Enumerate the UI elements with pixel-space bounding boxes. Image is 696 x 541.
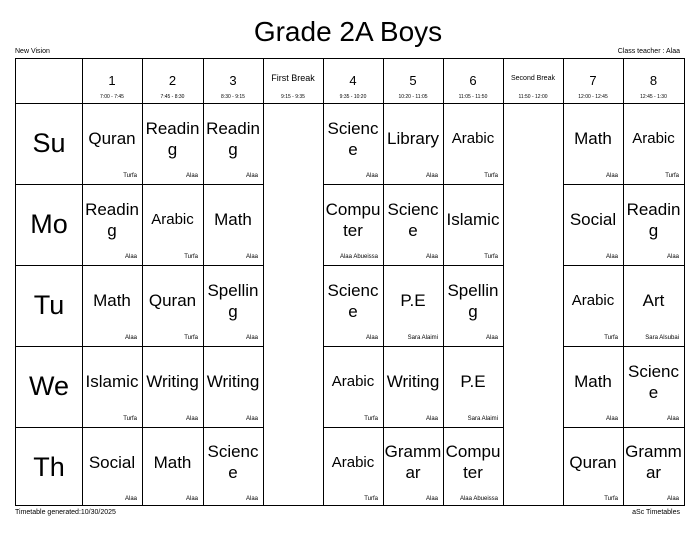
lesson-cell [82, 184, 142, 265]
lesson-cell [142, 265, 203, 346]
lesson-teacher: Alaa [425, 254, 438, 260]
lesson-subject: Science [327, 118, 379, 159]
lesson-subject: Arabic [331, 453, 375, 471]
lesson-teacher: Alaa [605, 254, 618, 260]
lesson-subject: Arabic [451, 130, 495, 147]
lesson-teacher: Alaa [185, 496, 198, 502]
lesson-teacher: Alaa [185, 173, 198, 179]
period-label: 6 [469, 73, 477, 88]
lesson-subject: Islamic [85, 372, 139, 391]
lesson-cell [623, 427, 684, 507]
lesson-teacher: Turfa [484, 254, 498, 260]
lesson-teacher: Turfa [184, 335, 198, 341]
lesson-cell [443, 346, 503, 427]
lesson-cell [203, 184, 263, 265]
day-label: Su [32, 128, 66, 158]
lesson-teacher: Alaa [124, 335, 137, 341]
lesson-subject: Arabic [151, 211, 194, 228]
period-time: 12:45 - 1:30 [640, 94, 667, 100]
lesson-teacher: Alaa [666, 496, 679, 502]
lesson-teacher: Alaa Abueissa [459, 496, 498, 502]
lesson-teacher: Alaa [245, 416, 258, 422]
lesson-cell [82, 265, 142, 346]
period-header [443, 59, 503, 103]
day-label: Th [33, 452, 65, 482]
lesson-subject: Arabic [571, 292, 615, 309]
day-label: Mo [30, 209, 68, 239]
lesson-teacher: Alaa [124, 496, 137, 502]
lesson-subject: Science [207, 442, 259, 482]
lesson-cell [563, 184, 623, 265]
period-header [323, 59, 383, 103]
lesson-cell [323, 427, 383, 507]
lesson-subject: Social [88, 452, 136, 472]
grid-vline [263, 59, 264, 505]
lesson-teacher: Alaa Abueissa [339, 254, 378, 260]
lesson-subject: Art [642, 291, 665, 310]
lesson-cell [443, 103, 503, 184]
lesson-subject: Science [387, 199, 439, 240]
lesson-teacher: Sara Alaimi [407, 335, 438, 341]
period-time: 7:00 - 7:45 [100, 94, 124, 100]
period-header [623, 59, 684, 103]
lesson-teacher: Alaa [605, 416, 618, 422]
lesson-teacher: Alaa [425, 496, 438, 502]
lesson-cell [82, 103, 142, 184]
lesson-cell [323, 346, 383, 427]
period-label: Second Break [511, 75, 555, 82]
lesson-teacher: Alaa [425, 416, 438, 422]
lesson-subject: Quran [88, 129, 136, 148]
lesson-cell [563, 265, 623, 346]
lesson-cell [142, 427, 203, 507]
lesson-cell [623, 103, 684, 184]
lesson-cell [203, 427, 263, 507]
lesson-cell [203, 103, 263, 184]
lesson-cell [443, 184, 503, 265]
lesson-cell [563, 427, 623, 507]
lesson-cell [323, 265, 383, 346]
period-label: 5 [409, 73, 417, 88]
lesson-cell [563, 103, 623, 184]
lesson-subject: Math [153, 452, 192, 472]
period-time: 7:45 - 8:30 [160, 94, 185, 100]
lesson-teacher: Alaa [605, 173, 618, 179]
period-header [263, 59, 323, 103]
day-label: Tu [33, 290, 65, 320]
lesson-cell [82, 346, 142, 427]
lesson-teacher: Turfa [184, 254, 198, 260]
lesson-teacher: Alaa [245, 173, 258, 179]
period-time: 11:50 - 12:00 [518, 94, 548, 100]
lesson-subject: Social [569, 210, 617, 229]
lesson-subject: P.E [460, 372, 486, 391]
lesson-subject: Reading [626, 199, 681, 240]
lesson-subject: Science [327, 280, 379, 321]
lesson-subject: Writing [386, 372, 440, 391]
timetable-title: Grade 2A Boys [253, 16, 443, 47]
lesson-subject: Math [574, 129, 612, 148]
lesson-subject: Quran [148, 291, 197, 310]
timetable-grid [15, 58, 685, 506]
lesson-cell [383, 427, 443, 507]
lesson-subject: Computer [445, 442, 501, 482]
school-name: New Vision [15, 48, 50, 55]
lesson-subject: Writing [206, 372, 260, 391]
lesson-subject: Math [574, 372, 612, 391]
period-label: First Break [271, 73, 315, 83]
grid-vline [503, 59, 504, 505]
period-header [563, 59, 623, 103]
lesson-teacher: Turfa [604, 496, 618, 502]
lesson-teacher: Alaa [425, 173, 438, 179]
lesson-cell [82, 427, 142, 507]
lesson-teacher: Turfa [484, 173, 498, 179]
class-teacher: Class teacher : Alaa [617, 48, 680, 55]
lesson-subject: Computer [325, 199, 381, 240]
lesson-subject: Quran [569, 452, 617, 472]
grid-hline [263, 103, 323, 104]
period-header [383, 59, 443, 103]
lesson-subject: Reading [145, 118, 200, 159]
period-time: 11:05 - 11:50 [458, 94, 488, 100]
lesson-teacher: Alaa [666, 416, 679, 422]
lesson-cell [383, 265, 443, 346]
period-header [82, 59, 142, 103]
lesson-teacher: Turfa [123, 416, 137, 422]
lesson-teacher: Alaa [245, 496, 258, 502]
lesson-subject: Writing [146, 372, 199, 391]
lesson-cell [203, 265, 263, 346]
lesson-teacher: Turfa [364, 416, 378, 422]
period-time: 9:35 - 10:20 [339, 94, 367, 100]
lesson-subject: Spelling [447, 280, 499, 321]
lesson-subject: Reading [85, 199, 139, 240]
lesson-cell [563, 346, 623, 427]
period-header [142, 59, 203, 103]
lesson-cell [323, 184, 383, 265]
lesson-cell [383, 346, 443, 427]
grid-hline [503, 103, 563, 104]
period-label: 4 [349, 73, 357, 88]
lesson-teacher: Alaa [245, 335, 258, 341]
lesson-subject: Library [387, 129, 439, 148]
lesson-cell [623, 265, 684, 346]
lesson-teacher: Alaa [365, 335, 378, 341]
lesson-subject: Arabic [331, 373, 375, 390]
lesson-teacher: Alaa [185, 416, 198, 422]
lesson-cell [142, 346, 203, 427]
day-label: We [28, 371, 69, 401]
lesson-cell [142, 103, 203, 184]
period-time: 9:15 - 9:35 [281, 94, 305, 100]
lesson-subject: Arabic [632, 130, 675, 147]
lesson-teacher: Turfa [123, 173, 137, 179]
lesson-subject: Grammar [384, 442, 442, 482]
period-label: 2 [168, 73, 177, 88]
period-label: 8 [649, 73, 658, 88]
period-time: 8:30 - 9:15 [221, 94, 245, 100]
lesson-cell [383, 184, 443, 265]
lesson-teacher: Alaa [365, 173, 378, 179]
lesson-teacher: Sara Alsubai [645, 335, 679, 341]
lesson-teacher: Sara Alaimi [467, 416, 498, 422]
lesson-teacher: Turfa [665, 173, 679, 179]
lesson-cell [383, 103, 443, 184]
period-time: 12:00 - 12:45 [578, 94, 608, 100]
lesson-teacher: Alaa [124, 254, 137, 260]
lesson-teacher: Alaa [666, 254, 679, 260]
lesson-subject: Grammar [625, 442, 682, 482]
lesson-cell [623, 184, 684, 265]
lesson-cell [323, 103, 383, 184]
lesson-subject: Islamic [446, 210, 500, 229]
app-credit: aSc Timetables [632, 509, 680, 516]
period-label: 3 [229, 73, 237, 88]
lesson-teacher: Turfa [364, 496, 378, 502]
lesson-cell [443, 427, 503, 507]
lesson-subject: Science [627, 361, 680, 402]
lesson-teacher: Alaa [485, 335, 498, 341]
lesson-cell [142, 184, 203, 265]
period-header [203, 59, 263, 103]
lesson-subject: Math [93, 291, 131, 310]
lesson-cell [443, 265, 503, 346]
generated-date: Timetable generated:10/30/2025 [15, 509, 116, 516]
lesson-subject: Spelling [207, 280, 259, 321]
lesson-teacher: Alaa [245, 254, 258, 260]
lesson-subject: Math [214, 210, 252, 229]
period-header [503, 59, 563, 103]
period-label: 7 [589, 73, 597, 88]
lesson-cell [623, 346, 684, 427]
period-time: 10:20 - 11:05 [398, 94, 428, 100]
lesson-subject: Reading [206, 118, 260, 159]
period-label: 1 [108, 73, 116, 88]
lesson-cell [203, 346, 263, 427]
lesson-subject: P.E [400, 291, 426, 310]
lesson-teacher: Turfa [604, 335, 618, 341]
